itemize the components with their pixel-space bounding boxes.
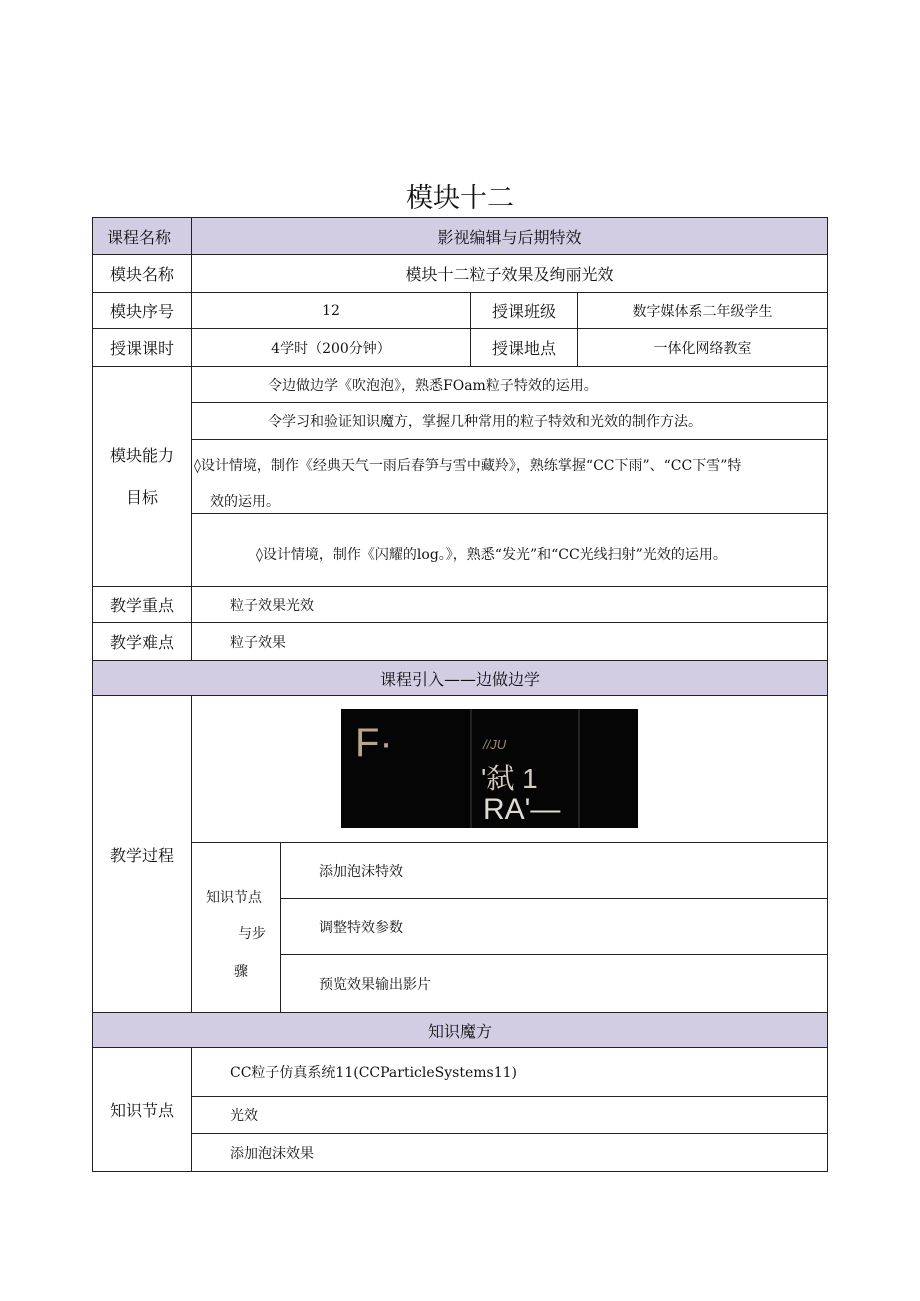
step-item: 调整特效参数 xyxy=(280,898,828,955)
image-text: F· xyxy=(355,721,393,765)
module-name-label: 模块名称 xyxy=(92,254,192,293)
image-divider xyxy=(470,709,472,828)
goal-item: 令边做边学《吹泡泡》，熟悉FOam粒子特效的运用。 xyxy=(191,366,828,403)
goal-item-multiline xyxy=(191,439,828,514)
step-item: 预览效果输出影片 xyxy=(280,954,828,1013)
goal-item-line: 效的运用。 xyxy=(210,494,280,510)
steps-label xyxy=(191,842,281,1013)
course-label: 课程名称 xyxy=(92,217,192,255)
image-divider xyxy=(578,709,580,828)
knowledge-item: 光效 xyxy=(191,1096,828,1134)
goal-item: 令学习和验证知识魔方，掌握几种常用的粒子特效和光效的制作方法。 xyxy=(191,402,828,440)
module-name-value: 模块十二粒子效果及绚丽光效 xyxy=(191,254,828,293)
steps-label-line: 骤 xyxy=(234,964,248,980)
image-text: RA'— xyxy=(483,793,561,826)
hours-label: 授课课时 xyxy=(92,328,192,367)
course-value: 影视编辑与后期特效 xyxy=(191,217,828,255)
goal-item-line: ◊设计情境，制作《经典天气一雨后春笋与雪中藏羚》，熟练掌握“CC下雨”、“CC下雪”特 xyxy=(194,458,742,474)
hours-value: 4学时（200分钟） xyxy=(191,328,471,367)
image-text: '弑 1 xyxy=(481,763,538,794)
process-label: 教学过程 xyxy=(92,695,192,1013)
page-title: 模块十二 xyxy=(406,183,514,214)
goals-label-line1: 模块能力 xyxy=(109,445,174,465)
key-point-label: 教学重点 xyxy=(92,586,192,623)
difficulty-label: 教学难点 xyxy=(92,622,192,661)
steps-label-line: 与步 xyxy=(238,926,266,942)
class-value: 数字媒体系二年级学生 xyxy=(577,292,828,329)
place-value: 一体化网络教室 xyxy=(577,328,828,367)
goals-label-line2: 目标 xyxy=(125,487,158,507)
intro-section-header: 课程引入——边做边学 xyxy=(92,660,828,696)
key-point-value: 粒子效果光效 xyxy=(191,586,828,623)
course-preview-image xyxy=(341,709,638,828)
place-label: 授课地点 xyxy=(470,328,578,367)
step-item: 添加泡沫特效 xyxy=(280,842,828,899)
knowledge-label: 知识节点 xyxy=(92,1047,192,1172)
goals-label xyxy=(92,366,192,587)
steps-label-line: 知识节点 xyxy=(206,890,262,906)
goal-item: ◊设计情境，制作《闪耀的log。》，熟悉“发光”和“CC光线扫射”光效的运用。 xyxy=(191,513,828,587)
image-text: //JU xyxy=(483,737,507,752)
class-label: 授课班级 xyxy=(470,292,578,329)
difficulty-value: 粒子效果 xyxy=(191,622,828,661)
magic-section-header: 知识魔方 xyxy=(92,1012,828,1048)
knowledge-item: 添加泡沫效果 xyxy=(191,1133,828,1172)
knowledge-item: CC粒子仿真系统11(CCParticleSystems11) xyxy=(191,1047,828,1097)
module-no-label: 模块序号 xyxy=(92,292,192,329)
module-no-value: 12 xyxy=(191,292,471,329)
